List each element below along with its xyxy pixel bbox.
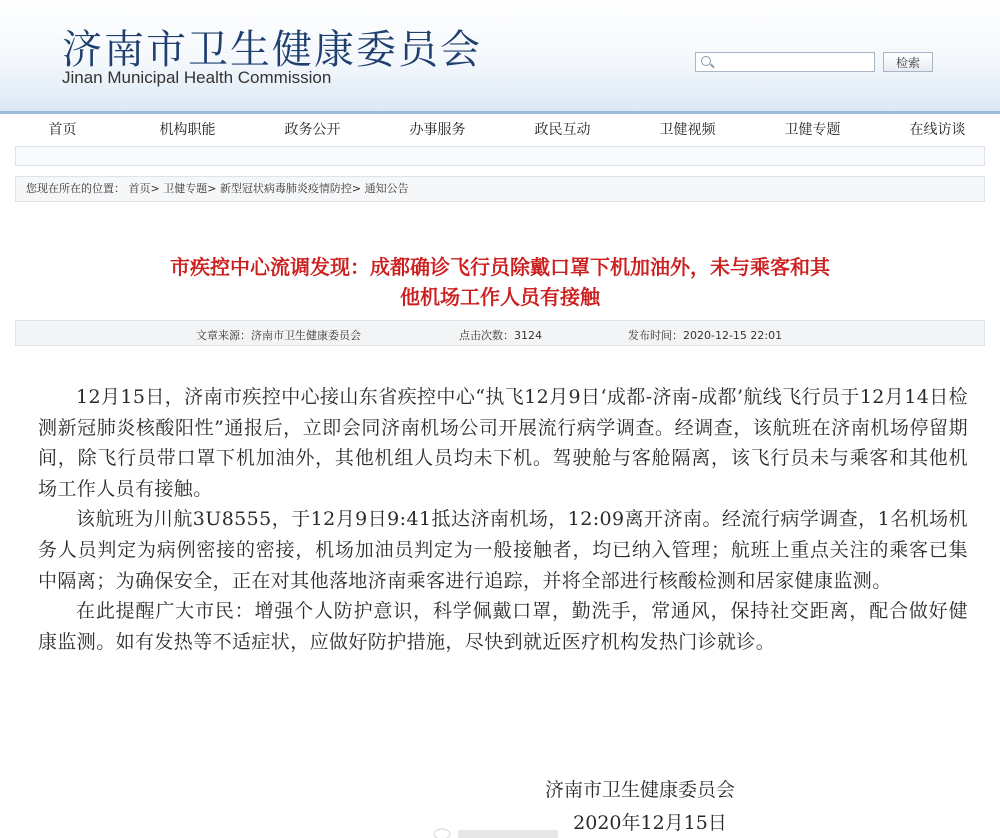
article-date: 2020年12月15日 [573, 812, 727, 834]
site-title[interactable]: 济南市卫生健康委员会 [62, 27, 482, 73]
search-button[interactable]: 检索 [883, 52, 933, 72]
article-info-bar [15, 320, 985, 346]
article-paragraph: 在此提醒广大市民：增强个人防护意识，科学佩戴口罩，勤洗手，常通风，保持社交距离，配合做好健康监测。如有发热等不适症状，应做好防护措施，尽快到就近医疗机构发热门诊就诊。 [38, 600, 968, 653]
breadcrumb-notices[interactable]: 通知公告 [364, 182, 409, 195]
article-title-line-1: 市疾控中心流调发现：成都确诊飞行员除戴口罩下机加油外，未与乘客和其 [170, 255, 830, 279]
nav-item-home[interactable]: 首页 [48, 122, 77, 138]
article-signature: 济南市卫生健康委员会 [544, 779, 735, 801]
search-input[interactable] [716, 53, 872, 71]
search-box[interactable] [695, 52, 875, 72]
breadcrumb-prefix: 您现在所在的位置： [26, 182, 125, 195]
breadcrumb-covid[interactable]: 新型冠状病毒肺炎疫情防控> [219, 182, 362, 195]
site-subtitle: Jinan Municipal Health Commission [62, 68, 332, 87]
main-nav [0, 117, 1000, 143]
nav-item-public-affairs[interactable]: 政务公开 [284, 122, 341, 138]
nav-item-interaction[interactable]: 政民互动 [534, 122, 591, 138]
article-publish-time: 发布时间：2020-12-15 22:01 [628, 329, 783, 342]
nav-item-functions[interactable]: 机构职能 [159, 122, 216, 138]
watermark-icon [432, 826, 572, 838]
breadcrumb-topics[interactable]: 卫健专题> [163, 182, 217, 195]
nav-item-services[interactable]: 办事服务 [409, 122, 466, 138]
breadcrumb [15, 176, 985, 202]
article-source: 文章来源：济南市卫生健康委员会 [196, 329, 361, 342]
article-body [38, 382, 968, 657]
article-title [80, 252, 920, 312]
nav-item-interviews[interactable]: 在线访谈 [909, 122, 966, 138]
nav-item-videos[interactable]: 卫健视频 [659, 122, 716, 138]
article-paragraph: 该航班为川航3U8555，于12月9日9:41抵达济南机场，12:09离开济南。经流行病学调查，1名机场机务人员判定为病例密接的密接，机场加油员判定为一般接触者，均已纳入管理；航班上重点关注的乘客已集中隔离；为确保安全，正在对其他落地济南乘客进行追踪，并将全部进行核酸检测和居家健康监测。 [38, 508, 968, 592]
nav-item-topics[interactable]: 卫健专题 [784, 122, 841, 138]
article-paragraph: 12月15日，济南市疾控中心接山东省疾控中心“执飞12月9日‘成都-济南-成都’航线飞行员于12月14日检测新冠肺炎核酸阳性”通报后，立即会同济南机场公司开展流行病学调查。经调查，该航班在济南机场停留期间，除飞行员带口罩下机加油外，其他机组人员均未下机。驾驶舱与客舱隔离，该飞行员未与乘客和其他机场工作人员有接触。 [38, 386, 968, 500]
breadcrumb-home[interactable]: 首页> [128, 182, 160, 195]
article-clicks: 点击次数：3124 [459, 329, 542, 342]
search-icon [701, 56, 711, 66]
article-title-line-2: 他机场工作人员有接触 [400, 285, 600, 309]
site-header [0, 0, 1000, 114]
sub-nav-strip [15, 146, 985, 166]
